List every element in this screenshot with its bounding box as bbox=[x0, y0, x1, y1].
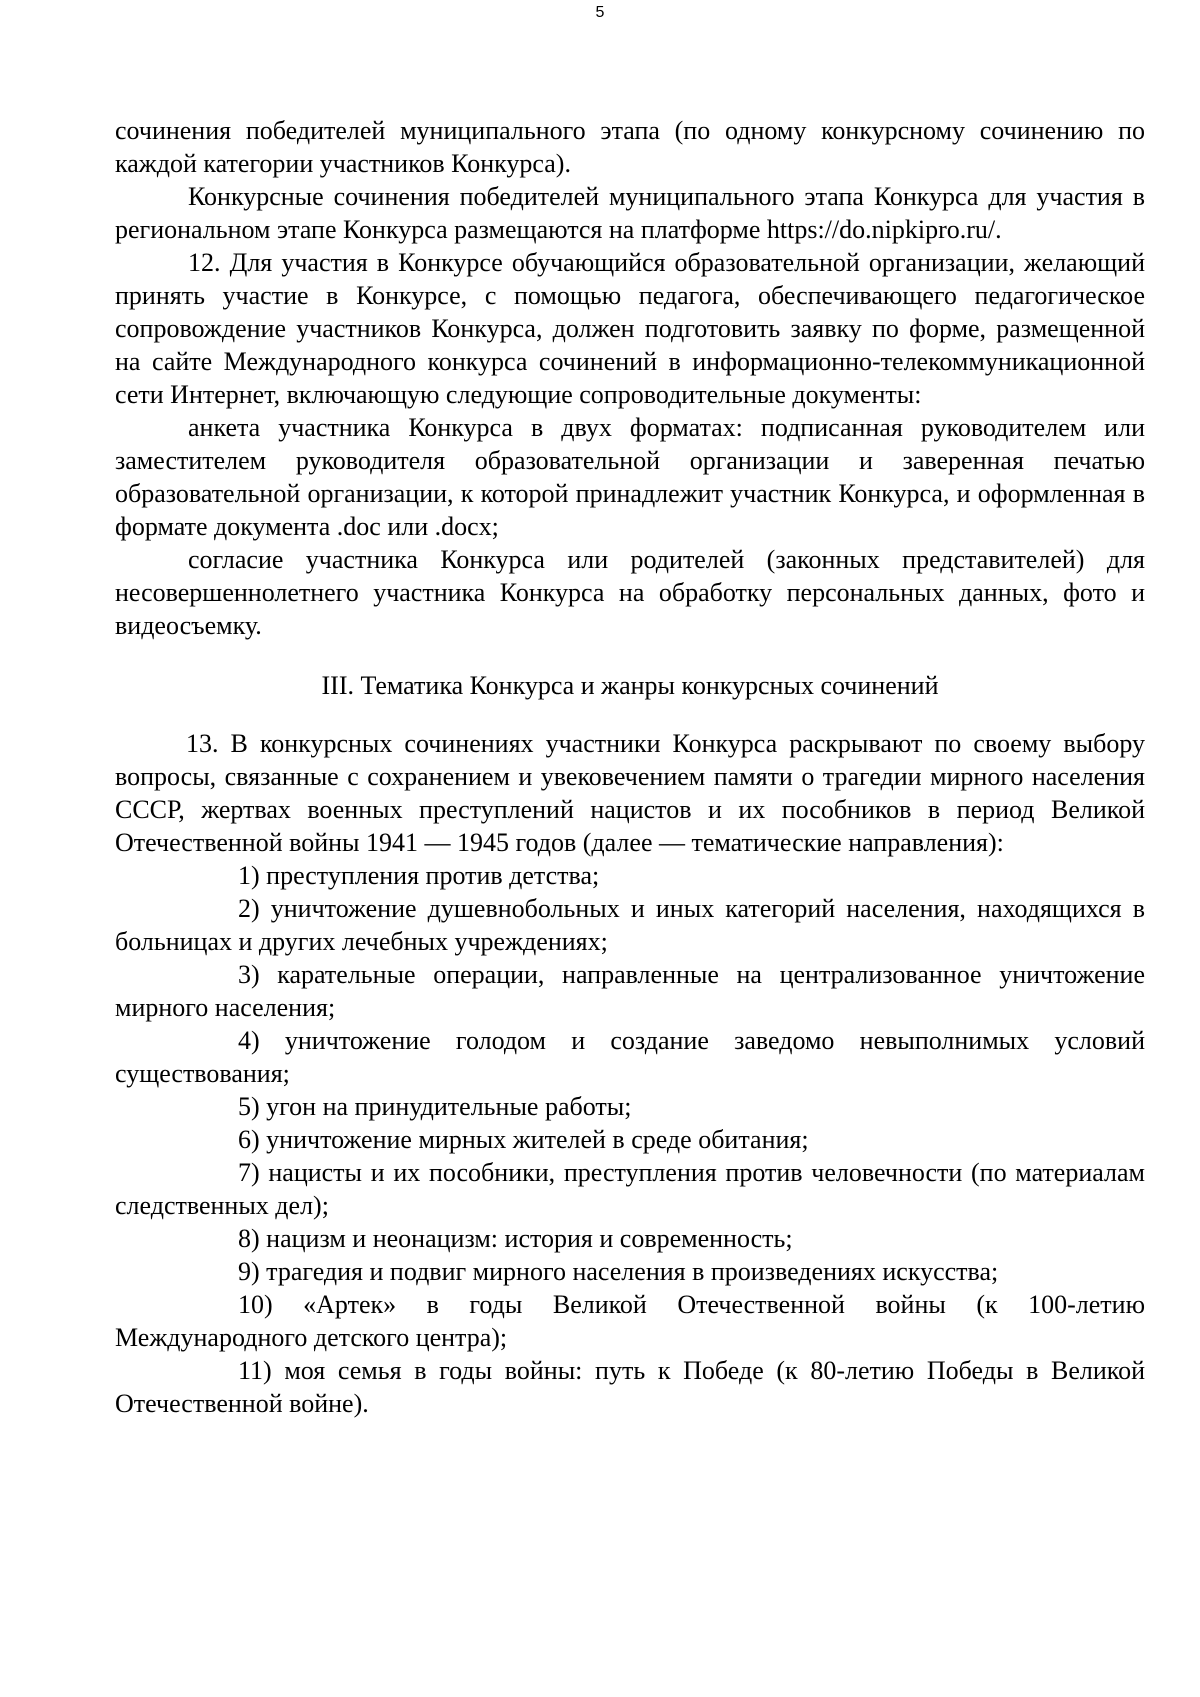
list-item: 4) уничтожение голодом и создание заведомо невыполнимых условий существования; bbox=[115, 1026, 1145, 1088]
document-body bbox=[115, 114, 1145, 1420]
paragraph: 13. В конкурсных сочинениях участники Конкурса раскрывают по своему выбору вопросы, связанные с сохранением и увековечением памяти о трагедии мирного населения СССР, жертвах военных преступлений нацистов и их пособников в период Великой Отечественной войны 1941 — 1945 годов (далее — тематические направления): bbox=[115, 729, 1145, 857]
list-item: 9) трагедия и подвиг мирного населения в произведениях искусства; bbox=[238, 1257, 999, 1286]
paragraph: 12. Для участия в Конкурсе обучающийся образовательной организации, желающий принять участие в Конкурсе, с помощью педагога, обеспечивающего педагогическое сопровождение участников Конкурса, должен подготовить заявку по форме, размещенной на сайте Международного конкурса сочинений в информационно-телекоммуникационной сети Интернет, включающую следующие сопроводительные документы: bbox=[115, 248, 1145, 409]
list-item: 5) угон на принудительные работы; bbox=[238, 1092, 632, 1121]
page-number: 5 bbox=[595, 4, 605, 21]
paragraph: согласие участника Конкурса или родителей (законных представителей) для несовершеннолетнего участника Конкурса на обработку персональных данных, фото и видеосъемку. bbox=[115, 545, 1145, 640]
paragraph: анкета участника Конкурса в двух форматах: подписанная руководителем или заместителем руководителя образовательной организации и заверенная печатью образовательной организации, к которой принадлежит участник Конкурса, и оформленная в формате документа .doc или .docx; bbox=[115, 413, 1145, 541]
list-item: 10) «Артек» в годы Великой Отечественной войны (к 100-летию Международного детского центра); bbox=[115, 1290, 1145, 1352]
list-item: 6) уничтожение мирных жителей в среде обитания; bbox=[238, 1125, 809, 1154]
list-item: 8) нацизм и неонацизм: история и современность; bbox=[238, 1224, 793, 1253]
section-heading: III. Тематика Конкурса и жанры конкурсных сочинений bbox=[321, 671, 939, 700]
section-3-body bbox=[115, 727, 1145, 1420]
paragraph: Конкурсные сочинения победителей муниципального этапа Конкурса для участия в региональном этапе Конкурса размещаются на платформе https://do.nipkipro.ru/. bbox=[115, 182, 1145, 244]
list-item: 1) преступления против детства; bbox=[238, 861, 600, 890]
list-item: 2) уничтожение душевнобольных и иных категорий населения, находящихся в больницах и других лечебных учреждениях; bbox=[115, 894, 1145, 956]
list-item: 3) карательные операции, направленные на централизованное уничтожение мирного населения; bbox=[115, 960, 1145, 1022]
list-item: 11) моя семья в годы войны: путь к Победе (к 80-летию Победы в Великой Отечественной войне). bbox=[115, 1356, 1145, 1418]
section-2-continuation bbox=[115, 114, 1145, 642]
paragraph: сочинения победителей муниципального этапа (по одному конкурсному сочинению по каждой категории участников Конкурса). bbox=[115, 116, 1145, 178]
list-item: 7) нацисты и их пособники, преступления против человечности (по материалам следственных дел); bbox=[115, 1158, 1145, 1220]
